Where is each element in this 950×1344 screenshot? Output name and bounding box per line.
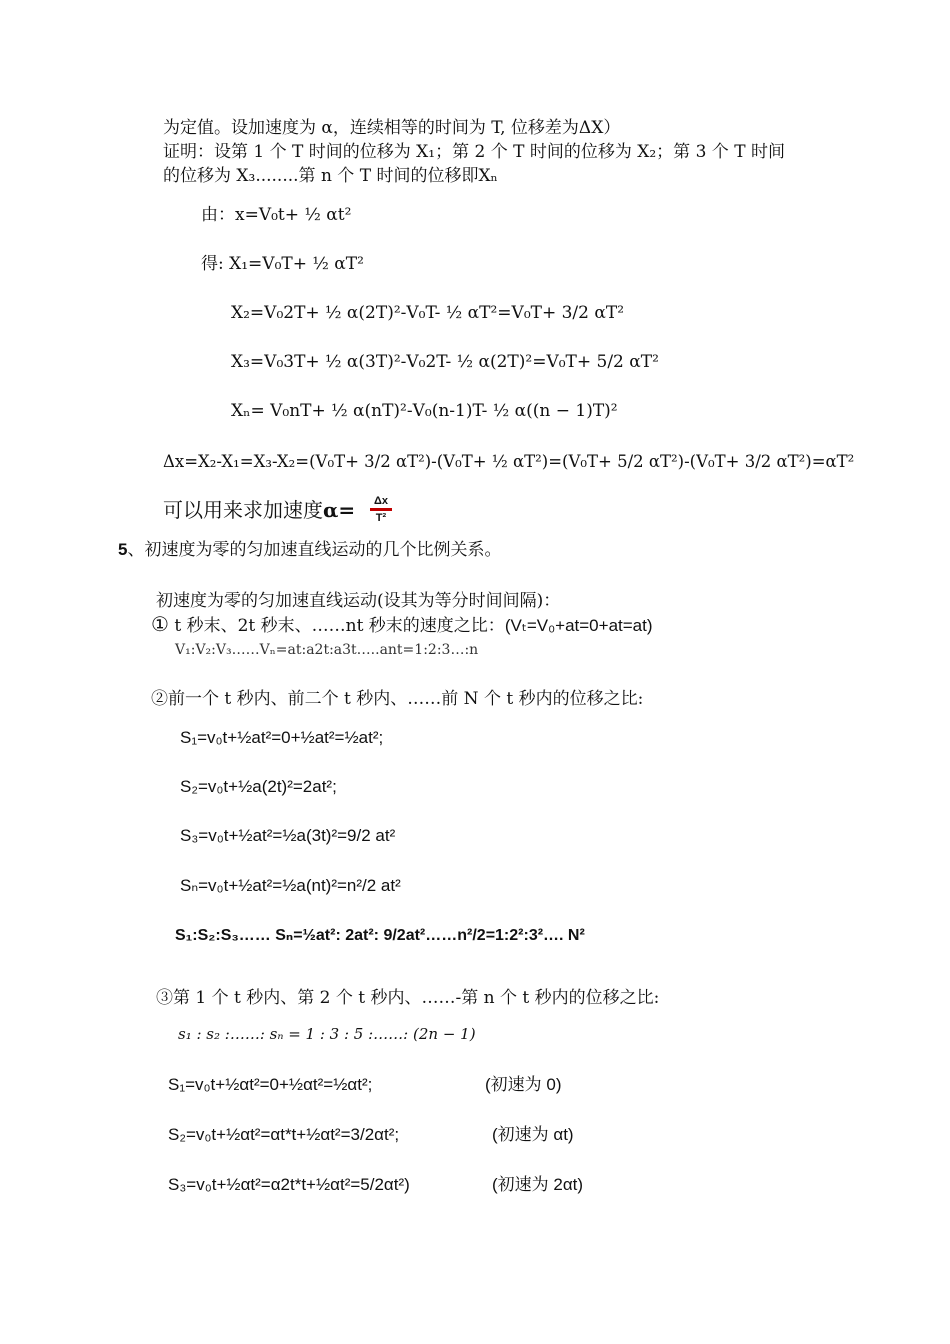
e2-note: (初速为 αt)	[492, 1125, 574, 1144]
e3-note: (初速为 2αt)	[492, 1175, 584, 1194]
intro-line-1: 为定值。设加速度为 α，连续相等的时间为 T, 位移差为ΔX）	[163, 118, 621, 138]
item-3-text: ③第 1 个 t 秒内、第 2 个 t 秒内、……-第 n 个 t 秒内的位移之比:	[156, 988, 660, 1008]
derivation-got: 得: X₁=V₀T+ ½ αT²	[201, 254, 364, 274]
section-number: 5	[118, 540, 128, 559]
acceleration-fraction	[370, 494, 392, 525]
e2-line: S₂=v₀t+½αt²=αt*t+½αt²=3/2αt²;	[168, 1125, 400, 1144]
derivation-delta: Δx=X₂-X₁=X₃-X₂=(V₀T+ 3/2 αT²)-(V₀T+ ½ αT²)=(V₀T+ 5/2 αT²)-(V₀T+ 3/2 αT²)=αT²	[163, 452, 855, 471]
item-3-ratio: s₁ : s₂ :……: sₙ = 1 : 3 : 5 :……: (2n − 1)	[178, 1025, 476, 1043]
acceleration-sentence	[163, 498, 355, 522]
section-title: 、初速度为零的匀加速直线运动的几个比例关系。	[127, 540, 502, 560]
item-1-text: t 秒末、2t 秒末、……nt 秒末的速度之比：	[168, 616, 505, 636]
acceleration-lhs: α=	[323, 498, 356, 522]
e1-note: (初速为 0)	[485, 1075, 562, 1094]
derivation-xn: Xₙ= V₀nT+ ½ α(nT)²-V₀(n-1)T- ½ α((n − 1)T)²	[231, 401, 618, 421]
e3-line: S₃=v₀t+½αt²=α2t*t+½αt²=5/2αt²)	[168, 1175, 410, 1194]
intro-line-3: 的位移为 X₃........第 n 个 T 时间的位移即Xₙ	[163, 166, 498, 186]
derivation-x3: X₃=V₀3T+ ½ α(3T)²-V₀2T- ½ α(2T)²=V₀T+ 5/2 αT²	[231, 352, 659, 372]
item-2-text: ②前一个 t 秒内、前二个 t 秒内、……前 N 个 t 秒内的位移之比:	[151, 689, 644, 709]
ratio-line: S₁:S₂:S₃…… Sₙ=½at²: 2at²: 9/2at²……n²/2=1:2²:3²…. N²	[175, 927, 585, 944]
intro-line-2: 证明：设第 1 个 T 时间的位移为 X₁；第 2 个 T 时间的位移为 X₂；第 3 个 T 时间	[163, 142, 785, 162]
section-5-heading	[118, 540, 501, 560]
s2-line: S₂=v₀t+½a(2t)²=2at²;	[180, 777, 337, 796]
fraction-denominator: T²	[375, 512, 387, 524]
derivation-x2: X₂=V₀2T+ ½ α(2T)²-V₀T- ½ αT²=V₀T+ 3/2 αT²	[231, 303, 625, 323]
s3-line: S₃=v₀t+½at²=½a(3t)²=9/2 at²	[180, 826, 396, 845]
item-1-ratio: V₁:V₂:V₃……Vₙ=at:a2t:a3t…..ant=1:2:3…:n	[175, 642, 479, 658]
derivation-from: 由：x=V₀t+ ½ αt²	[201, 205, 352, 225]
e1-line: S₁=v₀t+½αt²=0+½αt²=½αt²;	[168, 1075, 373, 1094]
acceleration-label: 可以用来求加速度	[163, 498, 323, 522]
item-1-mark: ①	[151, 612, 169, 636]
fraction-numerator: Δx	[373, 495, 389, 507]
section-subtitle: 初速度为零的匀加速直线运动(设其为等分时间间隔)：	[156, 591, 561, 611]
item-1	[151, 614, 653, 636]
sn-line: Sₙ=v₀t+½at²=½a(nt)²=n²/2 at²	[180, 876, 401, 895]
item-1-formula: (Vₜ=V₀+at=0+at=at)	[504, 616, 653, 635]
s1-line: S₁=v₀t+½at²=0+½at²=½at²;	[180, 728, 384, 747]
